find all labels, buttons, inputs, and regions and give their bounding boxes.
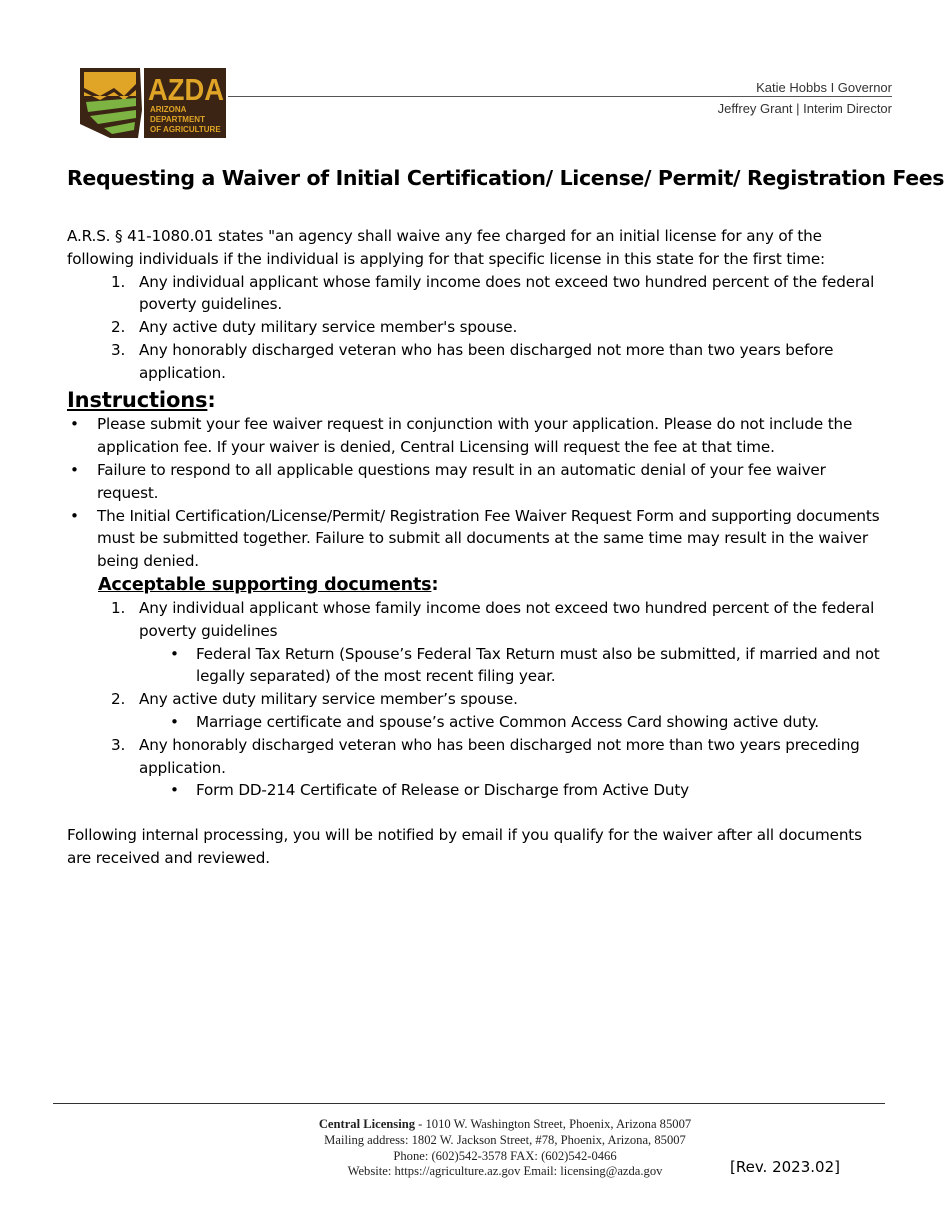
supporting-doc-item — [67, 597, 887, 688]
supporting-doc-text: Any honorably discharged veteran who has been discharged not more than two years preceding application. — [139, 735, 860, 777]
footer-office-line — [0, 1117, 950, 1133]
criteria-number: 3. — [111, 340, 126, 359]
criteria-item — [67, 316, 887, 339]
supporting-doc-sublist — [139, 711, 887, 734]
criteria-text: Any active duty military service member's spouse. — [139, 318, 518, 337]
supporting-doc-subitem: • Form DD-214 Certificate of Release or Discharge from Active Duty — [139, 779, 887, 802]
supporting-docs-heading-colon: : — [431, 574, 439, 595]
supporting-doc-number: 3. — [111, 735, 126, 754]
logo-text: AZDA — [148, 72, 224, 107]
criteria-number: 2. — [111, 318, 126, 337]
criteria-item — [67, 339, 887, 385]
logo-subtext-line-2: DEPARTMENT — [150, 115, 205, 124]
supporting-doc-text: Any individual applicant whose family income does not exceed two hundred percent of the federal poverty guidelines — [139, 598, 875, 640]
criteria-list — [67, 271, 887, 385]
instruction-item: • Please submit your fee waiver request in conjunction with your application. Please do not include the application fee. If your waiver is denied, Central Licensing will request the fee at that time. — [67, 413, 887, 459]
criteria-number: 1. — [111, 272, 126, 291]
supporting-doc-sublist — [139, 643, 887, 689]
supporting-doc-item — [67, 688, 887, 734]
page-title: Requesting a Waiver of Initial Certification/ License/ Permit/ Registration Fees — [67, 166, 945, 190]
document-body — [67, 225, 887, 870]
supporting-doc-number: 1. — [111, 598, 126, 617]
footer-website-email: Website: https://agriculture.az.gov Email: licensing@azda.gov — [347, 1164, 663, 1179]
footer-office-address: - 1010 W. Washington Street, Phoenix, Arizona 85007 — [415, 1117, 692, 1131]
azda-logo — [78, 66, 228, 139]
logo-subtext-line-1: ARIZONA — [150, 105, 187, 114]
footer-divider — [53, 1103, 885, 1104]
governor-line: Katie Hobbs I Governor — [756, 80, 892, 95]
footer-mailing-address: Mailing address: 1802 W. Jackson Street, #78, Phoenix, Arizona, 85007 — [324, 1132, 686, 1147]
instruction-item: • Failure to respond to all applicable questions may result in an automatic denial of your fee waiver request. — [67, 459, 887, 505]
intro-paragraph: A.R.S. § 41-1080.01 states "an agency shall waive any fee charged for an initial license for any of the following individuals if the individual is applying for that specific license in this state for the first time: — [67, 227, 825, 268]
criteria-item — [67, 271, 887, 317]
instructions-heading-colon: : — [207, 387, 216, 412]
supporting-docs-heading: Acceptable supporting documents — [98, 574, 432, 595]
supporting-doc-subitem: • Federal Tax Return (Spouse’s Federal Tax Return must also be submitted, if married and not legally separated) of the most recent filing year. — [139, 643, 887, 689]
logo-subtext-line-3: OF AGRICULTURE — [150, 125, 221, 134]
instructions-heading: Instructions — [67, 387, 208, 412]
instructions-list — [67, 413, 887, 573]
criteria-text: Any honorably discharged veteran who has been discharged not more than two years before application. — [139, 340, 834, 382]
header-divider — [228, 96, 892, 97]
director-line: Jeffrey Grant | Interim Director — [717, 101, 892, 116]
criteria-text: Any individual applicant whose family income does not exceed two hundred percent of the federal poverty guidelines. — [139, 272, 875, 314]
revision-label: [Rev. 2023.02] — [730, 1158, 840, 1176]
footer-office-name: Central Licensing — [318, 1117, 416, 1131]
closing-paragraph: Following internal processing, you will be notified by email if you qualify for the waiver after all documents are received and reviewed. — [67, 826, 862, 867]
instruction-item: • The Initial Certification/License/Permit/ Registration Fee Waiver Request Form and supporting documents must be submitted together. Failure to submit all documents at the same time may result in the waiver being denied. — [67, 505, 887, 573]
supporting-doc-sublist — [139, 779, 887, 802]
supporting-doc-item — [67, 734, 887, 802]
footer-phone: Phone: (602)542-3578 FAX: (602)542-0466 — [393, 1148, 617, 1163]
supporting-docs-heading-row — [98, 573, 887, 597]
supporting-doc-number: 2. — [111, 690, 126, 709]
supporting-doc-text: Any active duty military service member’s spouse. — [139, 690, 518, 709]
supporting-docs-list — [67, 597, 887, 802]
instructions-heading-row — [67, 385, 887, 414]
supporting-doc-subitem: • Marriage certificate and spouse’s active Common Access Card showing active duty. — [139, 711, 887, 734]
